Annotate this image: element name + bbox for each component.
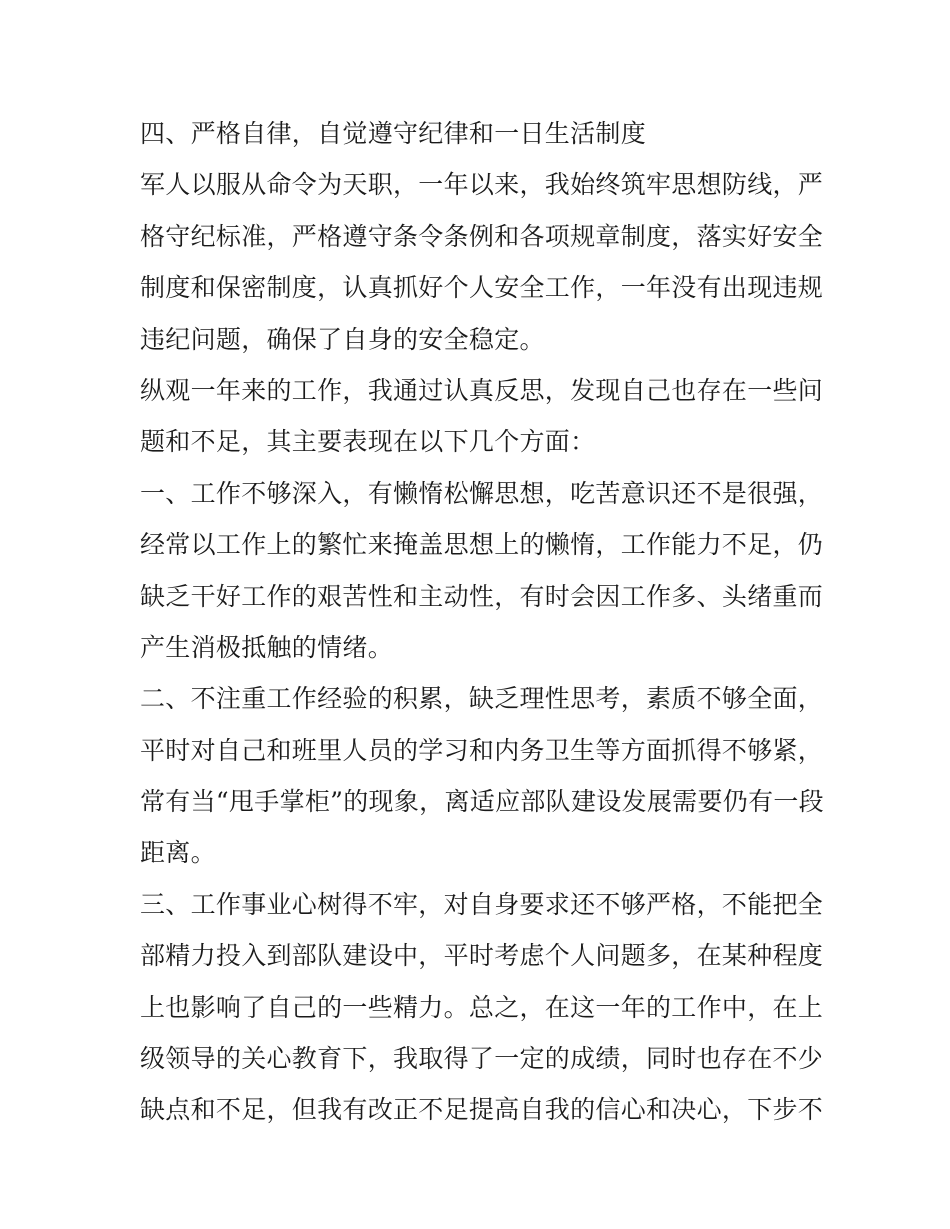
heading-section-four — [140, 108, 812, 159]
text-line: 常有当“甩手掌柜”的现象，离适应部队建设发展需要仍有一段 — [140, 787, 824, 817]
text-line: 平时对自己和班里人员的学习和内务卫生等方面抓得不够紧， — [140, 735, 824, 765]
text-line: 格守纪标准，严格遵守条令条例和各项规章制度，落实好安全 — [140, 221, 824, 251]
text-line: 题和不足，其主要表现在以下几个方面： — [140, 427, 596, 457]
text-line: 级领导的关心教育下，我取得了一定的成绩，同时也存在不少 — [140, 1044, 824, 1074]
text-line: 违纪问题，确保了自身的安全稳定。 — [140, 324, 545, 354]
text-line: 缺乏干好工作的艰苦性和主动性，有时会因工作多、头绪重而 — [140, 581, 824, 611]
paragraph-review — [140, 365, 824, 468]
text-line: 经常以工作上的繁忙来掩盖思想上的懒惰，工作能力不足，仍 — [140, 530, 824, 560]
text-line: 纵观一年来的工作，我通过认真反思，发现自己也存在一些问 — [140, 375, 824, 405]
text-line: 军人以服从命令为天职，一年以来，我始终筑牢思想防线，严 — [140, 170, 824, 200]
text-line: 距离。 — [140, 838, 216, 868]
text-line: 二、不注重工作经验的积累，缺乏理性思考，素质不够全面， — [140, 684, 824, 714]
document-page — [140, 108, 824, 1136]
text-line: 上也影响了自己的一些精力。总之，在这一年的工作中，在上 — [140, 992, 824, 1022]
text-line: 一、工作不够深入，有懒惰松懈思想，吃苦意识还不是很强， — [140, 478, 824, 508]
text-line: 部精力投入到部队建设中，平时考虑个人问题多，在某种程度 — [140, 941, 824, 971]
text-line: 四、严格自律，自觉遵守纪律和一日生活制度 — [140, 119, 647, 148]
text-line: 制度和保密制度，认真抓好个人安全工作，一年没有出现违规 — [140, 273, 824, 303]
text-line: 缺点和不足，但我有改正不足提高自我的信心和决心，下步不 — [140, 1095, 824, 1125]
paragraph-discipline — [140, 159, 824, 365]
text-line: 产生消极抵触的情绪。 — [140, 632, 394, 662]
text-line: 三、工作事业心树得不牢，对自身要求还不够严格，不能把全 — [140, 889, 824, 919]
paragraph-issue-three — [140, 879, 824, 1136]
paragraph-issue-one — [140, 468, 824, 674]
paragraph-issue-two — [140, 673, 824, 879]
